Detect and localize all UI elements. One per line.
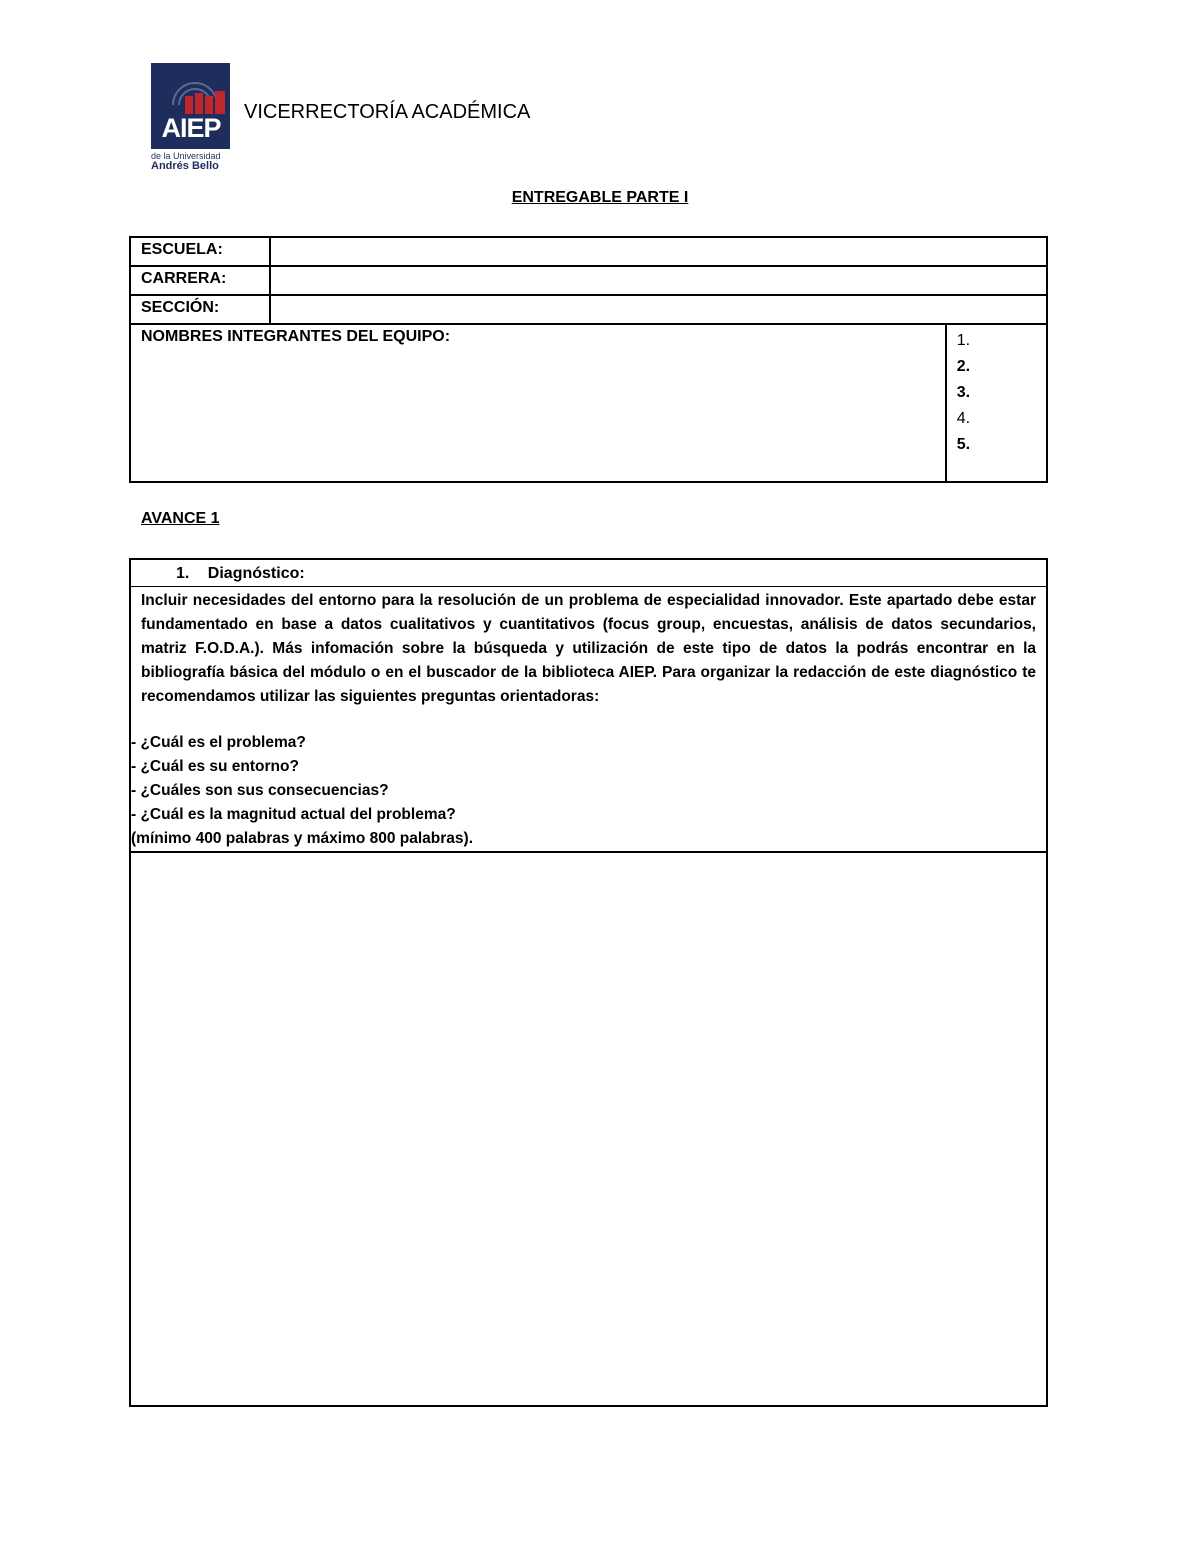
logo-university-name: Andrés Bello	[151, 160, 219, 172]
guiding-questions	[131, 731, 1036, 851]
diagnostico-title: Diagnóstico:	[207, 565, 305, 582]
seccion-field[interactable]	[270, 295, 1047, 324]
word-limit-note: (mínimo 400 palabras y máximo 800 palabras).	[131, 830, 474, 847]
question-item: - ¿Cuál es el problema?	[131, 734, 306, 751]
question-item: - ¿Cuál es la magnitud actual del problema?	[131, 806, 456, 823]
document-title: ENTREGABLE PARTE I	[511, 189, 689, 206]
team-item[interactable]: 2.	[956, 358, 971, 375]
carrera-row	[130, 266, 1047, 295]
carrera-label: CARRERA:	[130, 266, 270, 295]
diagnostico-answer-area[interactable]	[131, 853, 1046, 1405]
team-list	[957, 328, 1036, 458]
avance-label: AVANCE 1	[141, 510, 220, 527]
header-title: VICERRECTORÍA ACADÉMICA	[244, 101, 531, 123]
escuela-field[interactable]	[270, 237, 1047, 266]
diagnostico-instructions	[131, 587, 1046, 853]
logo-subtitle: de la Universidad	[151, 151, 221, 161]
carrera-field[interactable]	[270, 266, 1047, 295]
diagnostico-section	[129, 558, 1048, 1407]
team-item[interactable]: 5.	[956, 436, 971, 453]
aiep-logo	[151, 63, 231, 173]
escuela-label: ESCUELA:	[130, 237, 270, 266]
team-item[interactable]: 4.	[956, 410, 971, 427]
logo-box	[151, 63, 230, 149]
diagnostico-number: 1.	[176, 565, 190, 582]
team-field[interactable]	[946, 324, 1047, 482]
team-item[interactable]: 3.	[956, 384, 971, 401]
logo-wordmark: AIEP	[161, 113, 221, 143]
seccion-row	[130, 295, 1047, 324]
diagnostico-description: Incluir necesidades del entorno para la resolución de un problema de especialidad innovador. Este apartado debe estar fundamentado en base a datos cualitativos y cuantitativos (focus group, encuestas, análisis de datos secundarios, matriz F.O.D.A.). Más infomación sobre la búsqueda y utilización de este tipo de datos la podrás encontrar en la bibliografía básica del módulo o en el buscador de la biblioteca AIEP. Para organizar la redacción de este diagnóstico te recomendamos utilizar las siguientes preguntas orientadoras:	[141, 592, 1036, 705]
diagnostico-heading	[131, 560, 1046, 587]
escuela-row	[130, 237, 1047, 266]
question-item: - ¿Cuál es su entorno?	[131, 758, 299, 775]
team-row	[130, 324, 1047, 482]
seccion-label: SECCIÓN:	[130, 295, 270, 324]
team-label: NOMBRES INTEGRANTES DEL EQUIPO:	[130, 324, 946, 482]
team-item[interactable]: 1.	[956, 332, 971, 349]
question-item: - ¿Cuáles son sus consecuencias?	[131, 782, 389, 799]
info-table	[129, 236, 1048, 483]
